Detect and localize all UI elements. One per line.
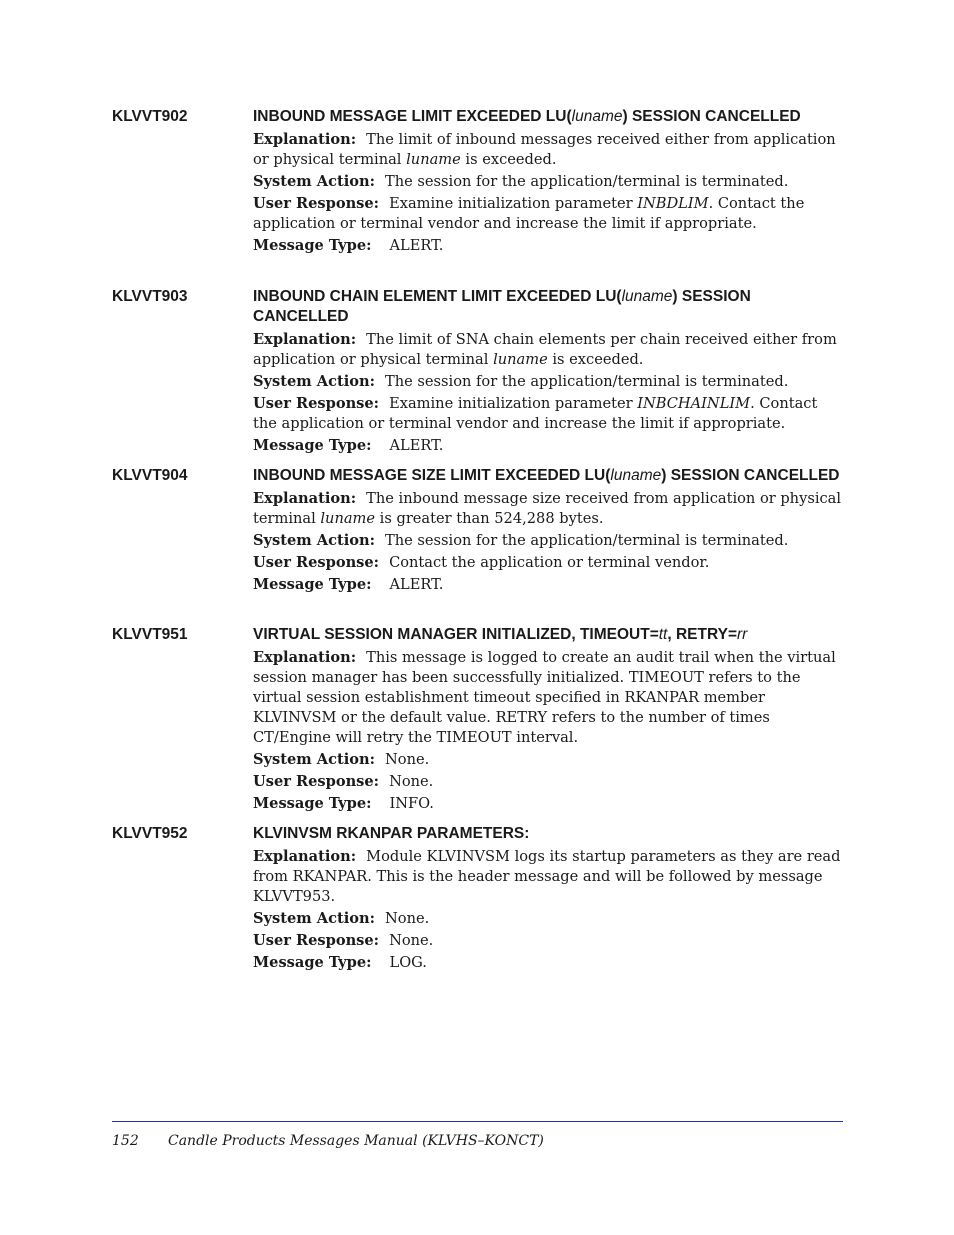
system-action: System Action: The session for the application/terminal is terminated. [253, 532, 789, 549]
explanation: Explanation: This message is logged to create an audit trail when the virtual session manager has been successfully initialized. TIMEOUT refers to the virtual session establishment timeout specified in RKANPAR member KLVINVSM or the default value. RETRY refers to the number of times CT/Engine will retry the TIMEOUT interval. [253, 649, 836, 746]
system-action-label: System Action: [253, 751, 376, 768]
explanation-label: Explanation: [253, 848, 357, 865]
message-type-label: Message Type: [253, 237, 372, 254]
message-id: KLVVT904 [112, 467, 188, 484]
message-body [253, 466, 845, 597]
explanation: Explanation: Module KLVINVSM logs its startup parameters as they are read from RKANPAR. This is the header message and will be followed by message KLVVT953. [253, 848, 841, 905]
message-title: KLVINVSM RKANPAR PARAMETERS: [253, 825, 530, 842]
system-action-label: System Action: [253, 173, 376, 190]
footer-divider [112, 1121, 843, 1122]
page-number: 152 [112, 1133, 139, 1149]
message-title: INBOUND MESSAGE LIMIT EXCEEDED LU(luname) SESSION CANCELLED [253, 108, 801, 125]
message-body [253, 107, 845, 258]
message-type-label: Message Type: [253, 437, 372, 454]
message-body [253, 625, 845, 816]
user-response: User Response: None. [253, 773, 434, 790]
system-action: System Action: The session for the application/terminal is terminated. [253, 173, 789, 190]
user-response-label: User Response: [253, 773, 380, 790]
user-response-label: User Response: [253, 395, 380, 412]
explanation-label: Explanation: [253, 331, 357, 348]
system-action-label: System Action: [253, 373, 376, 390]
system-action-label: System Action: [253, 532, 376, 549]
user-response: User Response: Examine initialization parameter INBDLIM. Contact the application or terminal vendor and increase the limit if appropriate. [253, 195, 805, 232]
message-type-label: Message Type: [253, 576, 372, 593]
message-type: Message Type: LOG. [253, 954, 427, 971]
message-type-label: Message Type: [253, 954, 372, 971]
manual-title: Candle Products Messages Manual (KLVHS–KONCT) [168, 1133, 544, 1149]
message-type: Message Type: ALERT. [253, 237, 444, 254]
user-response-label: User Response: [253, 195, 380, 212]
message-type-label: Message Type: [253, 795, 372, 812]
explanation-label: Explanation: [253, 649, 357, 666]
message-id: KLVVT951 [112, 626, 188, 643]
user-response-label: User Response: [253, 932, 380, 949]
system-action: System Action: None. [253, 751, 430, 768]
message-id: KLVVT952 [112, 825, 188, 842]
message-id: KLVVT903 [112, 288, 188, 305]
message-type: Message Type: INFO. [253, 795, 434, 812]
user-response: User Response: Contact the application or terminal vendor. [253, 554, 710, 571]
message-id: KLVVT902 [112, 108, 188, 125]
message-title: INBOUND MESSAGE SIZE LIMIT EXCEEDED LU(luname) SESSION CANCELLED [253, 467, 840, 484]
message-title: INBOUND CHAIN ELEMENT LIMIT EXCEEDED LU(luname) SESSION CANCELLED [253, 288, 751, 325]
page-footer [112, 1131, 544, 1151]
user-response: User Response: Examine initialization parameter INBCHAINLIM. Contact the application or terminal vendor and increase the limit if appropriate. [253, 395, 818, 432]
explanation: Explanation: The limit of inbound messages received either from application or physical terminal luname is exceeded. [253, 131, 836, 168]
explanation: Explanation: The limit of SNA chain elements per chain received either from application or physical terminal luname is exceeded. [253, 331, 837, 368]
user-response-label: User Response: [253, 554, 380, 571]
message-body [253, 824, 845, 975]
explanation-label: Explanation: [253, 490, 357, 507]
message-type: Message Type: ALERT. [253, 437, 444, 454]
explanation: Explanation: The inbound message size received from application or physical terminal luname is greater than 524,288 bytes. [253, 490, 842, 527]
message-body [253, 287, 845, 458]
message-title: VIRTUAL SESSION MANAGER INITIALIZED, TIMEOUT=tt, RETRY=rr [253, 626, 748, 643]
system-action: System Action: None. [253, 910, 430, 927]
explanation-label: Explanation: [253, 131, 357, 148]
user-response: User Response: None. [253, 932, 434, 949]
system-action-label: System Action: [253, 910, 376, 927]
message-type: Message Type: ALERT. [253, 576, 444, 593]
system-action: System Action: The session for the application/terminal is terminated. [253, 373, 789, 390]
